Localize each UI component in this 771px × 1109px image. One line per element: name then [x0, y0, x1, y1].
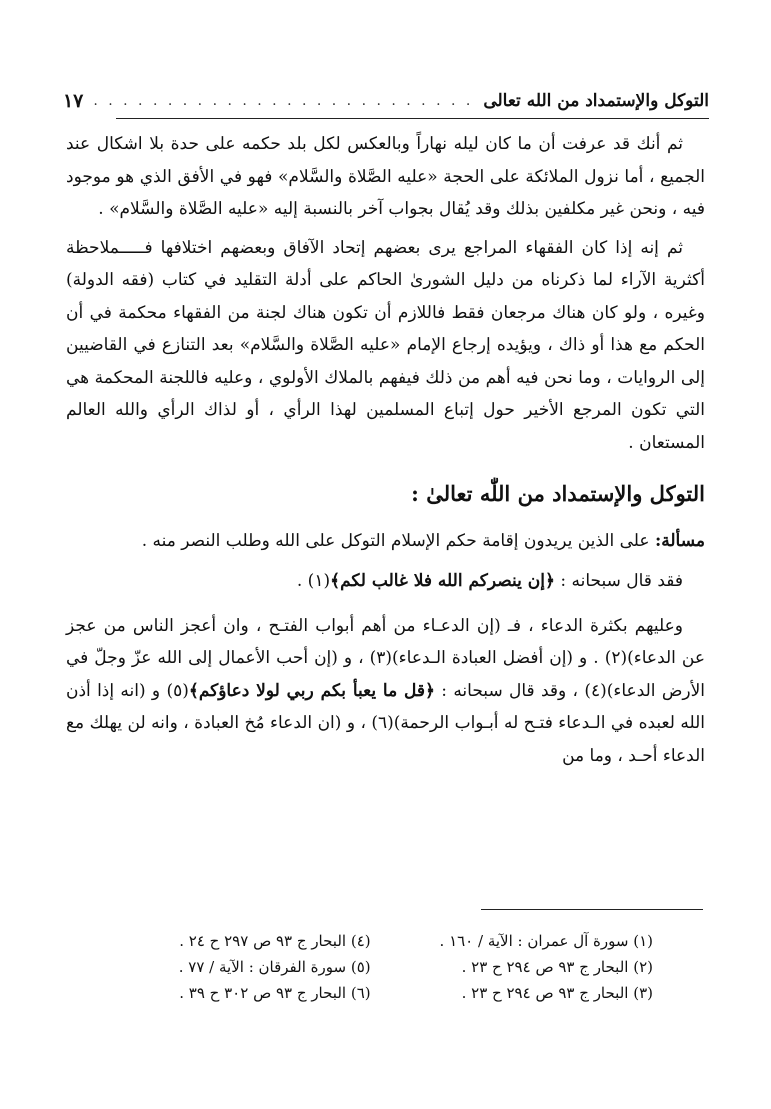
paragraph-2: ثم إنه إذا كان الفقهاء المراجع يرى بعضهم إتحاد الآفاق وبعضهم اختلافها فـــــملاحظة أكثرية الآراء لما ذكرناه من دليل الشورىٰ الحاكم على أدلة التقليد في كتاب (فقه الدولة) وغيره ، ولو كان هناك مرجعان فقط فاللازم أن تكون هناك لجنة من الفقهاء محكمة في أن الحكم مع هذا أو ذاك ، ويؤيده إرجاع الإمام «عليه الصَّلاة والسَّلام» بعد التنازع في القاضيين إلى الروايات ، وما نحن فيه أهم من ذلك فيفهم بالملاك الأولوي ، وعليه فاللجنة المحكمة هي التي تكون المرجع الأخير حول إتباع المسلمين لهذا الرأي ، أو لذاك الرأي والله العالم المستعان .: [66, 237, 705, 453]
masala-paragraph: [66, 525, 705, 558]
verse-citation: [66, 566, 705, 596]
paragraph-3: [66, 610, 705, 773]
footnote-5: (٥) سورة الفرقان : الآية / ٧٧ .: [178, 958, 371, 976]
running-header: [62, 84, 709, 119]
verse-intro: فقد قال سبحانه :: [554, 570, 683, 591]
paragraph-1: ثم أنك قد عرفت أن ما كان ليله نهاراً وبالعكس لكل بلد حكمه على حدة بلا اشكال عند الجميع ، أما نزول الملائكة على الحجة «عليه الصَّلاة والسَّلام» فهو في الأفق الذي هو موجود فيه ، ونحن غير مكلفين بذلك وقد يُقال بجواب آخر بالنسبة إليه «عليه الصَّلاة والسَّلام» .: [66, 134, 705, 219]
masala-text: على الذين يريدون إقامة حكم الإسلام التوكل على الله وطلب النصر منه .: [141, 531, 655, 551]
paragraph-3-part2: (٥) و (انه إذا أذن الله لعبده في الـدعاء فتـح له أبـواب الرحمة)(٦) ، و (ان الدعاء مُخ العبادة ، وانه لن يهلك مع الدعاء أحـد ، وما من: [66, 680, 705, 766]
leader-dots: . . . . . . . . . . . . . . . . . . . . . . . . . .: [93, 93, 474, 109]
quran-verse-2: ﴿قل ما يعبأ بكم ربي لولا دعاؤكم﴾: [188, 680, 435, 701]
masala-label: مسألة:: [654, 531, 705, 551]
footnotes-left-column: [110, 928, 371, 1006]
verse-ref: (١) .: [296, 570, 331, 591]
footnote-6: (٦) البحار ج ٩٣ ص ٣٠٢ ح ٣٩ .: [179, 984, 371, 1002]
footnote-4: (٤) البحار ج ٩٣ ص ٢٩٧ ح ٢٤ .: [179, 932, 371, 950]
section-heading: التوكل والإستمداد من اللّٰه تعالىٰ :: [411, 481, 705, 506]
footnotes-right-column: [392, 928, 653, 1006]
page-number: ١٧: [62, 90, 84, 112]
quran-verse: ﴿إن ينصركم الله فلا غالب لكم﴾: [330, 570, 555, 591]
footnotes: [110, 928, 653, 1006]
body-text: [66, 128, 705, 772]
footnote-divider: [481, 909, 703, 910]
footnote-3: (٣) البحار ج ٩٣ ص ٢٩٤ ح ٢٣ .: [461, 984, 653, 1002]
footnote-1: (١) سورة آل عمران : الآية / ١٦٠ .: [439, 932, 653, 950]
running-title: التوكل والإستمداد من الله تعالى: [483, 91, 709, 111]
footnote-2: (٢) البحار ج ٩٣ ص ٢٩٤ ح ٢٣ .: [461, 958, 653, 976]
paragraph-3-part1: وعليهم بكثرة الدعاء ، فـ (إن الدعـاء من أهم أبواب الفتـح ، وان أعجز الناس من عجز عن الدعاء)(٢) . و (إن أفضل العبادة الـدعاء)(٣) ، و (إن أحب الأعمال إلى الله عزّ وجلّ في الأرض الدعاء)(٤) ، وقد قال سبحانه :: [66, 615, 706, 701]
